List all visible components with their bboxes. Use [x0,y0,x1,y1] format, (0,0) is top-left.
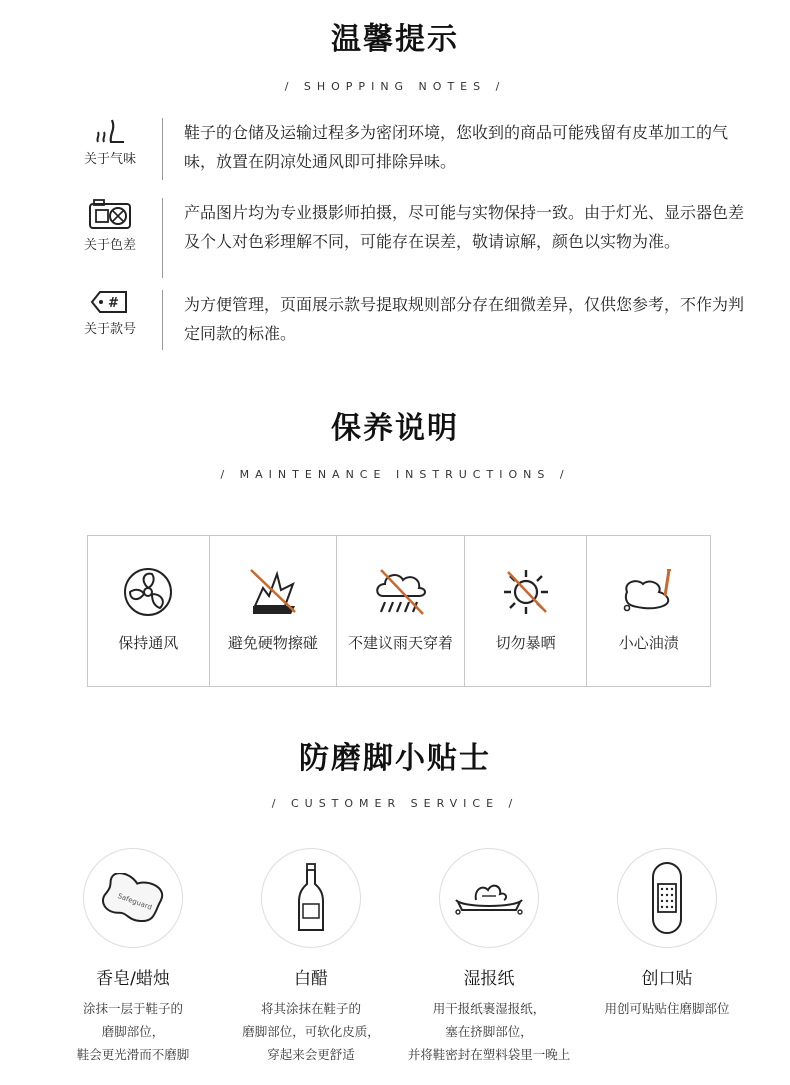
tip-desc: 用干报纸裹湿报纸， 塞在挤脚部位， 并将鞋密封在塑料袋里一晚上 [407,1001,571,1062]
tips-subtitle: / CUSTOMER SERVICE / [271,797,519,810]
tip-title: 创口贴 [641,969,693,989]
tip-soap [48,848,218,1066]
maintenance-title: 保养说明 [331,411,459,446]
tip-title: 白醋 [294,969,328,989]
soap-icon [98,873,168,923]
maintenance-label: 避免硬物擦碰 [227,634,318,652]
no-hard-object-icon [245,566,301,618]
divider [162,118,163,180]
tip-desc: 将其涂抹在鞋子的 磨脚部位，可软化皮质， 穿起来会更舒适 [242,1001,380,1062]
notes-subtitle: / SHOPPING NOTES / [284,80,506,93]
no-rain-icon [371,566,431,618]
fan-icon [122,566,174,618]
tip-title: 香皂/蜡烛 [96,969,170,989]
note-label: 关于款号 [83,322,136,337]
note-smell [70,118,750,188]
tip-desc: 涂抹一层于鞋子的 磨脚部位， 鞋会更光滑而不磨脚 [76,1001,190,1062]
maintenance-label: 保持通风 [118,634,179,652]
divider [162,290,163,350]
svg-text:#: # [108,296,119,311]
tip-wet-newspaper [404,848,574,1066]
maintenance-label: 切勿暴晒 [495,634,556,652]
wet-newspaper-icon [452,878,526,918]
smell-icon [90,118,130,144]
svg-text:Safeguard: Safeguard [116,891,153,912]
note-text: 鞋子的仓储及运输过程多为密闭环境，您收到的商品可能残留有皮革加工的气味，放置在阴凉处通风即可排除异味。 [184,123,729,171]
tip-title: 湿报纸 [463,969,515,989]
bandage-icon [650,860,684,936]
camera-icon [88,198,132,230]
maintenance-subtitle: / MAINTENANCE INSTRUCTIONS / [220,468,570,481]
maintenance-label: 不建议雨天穿着 [347,634,453,652]
tip-bandage [582,848,752,1020]
maintenance-item [587,536,710,686]
note-text: 产品图片均为专业摄影师拍摄，尽可能与实物保持一致。由于灯光、显示器色差及个人对色彩理解不同，可能存在误差，敬请谅解，颜色以实物为准。 [184,203,745,251]
maintenance-item [465,536,588,686]
tips-title: 防磨脚小贴士 [299,741,491,776]
maintenance-item [210,536,338,686]
note-label: 关于色差 [83,238,136,253]
vinegar-bottle-icon [296,862,326,934]
note-color [70,198,750,284]
note-style-number [70,290,750,356]
tag-icon [90,290,130,314]
notes-title: 温馨提示 [331,22,459,57]
note-text: 为方便管理，页面展示款号提取规则部分存在细微差异，仅供您参考，不作为判定同款的标准。 [184,295,745,343]
maintenance-item [337,536,465,686]
maintenance-item [88,536,210,686]
no-sun-icon [500,566,552,618]
oil-stain-icon [619,566,679,618]
note-label: 关于气味 [83,152,136,167]
divider [162,198,163,278]
maintenance-label: 小心油渍 [618,634,679,652]
tip-desc: 用创可贴贴住磨脚部位 [604,1001,730,1016]
maintenance-grid [87,535,711,687]
tip-vinegar [226,848,396,1066]
